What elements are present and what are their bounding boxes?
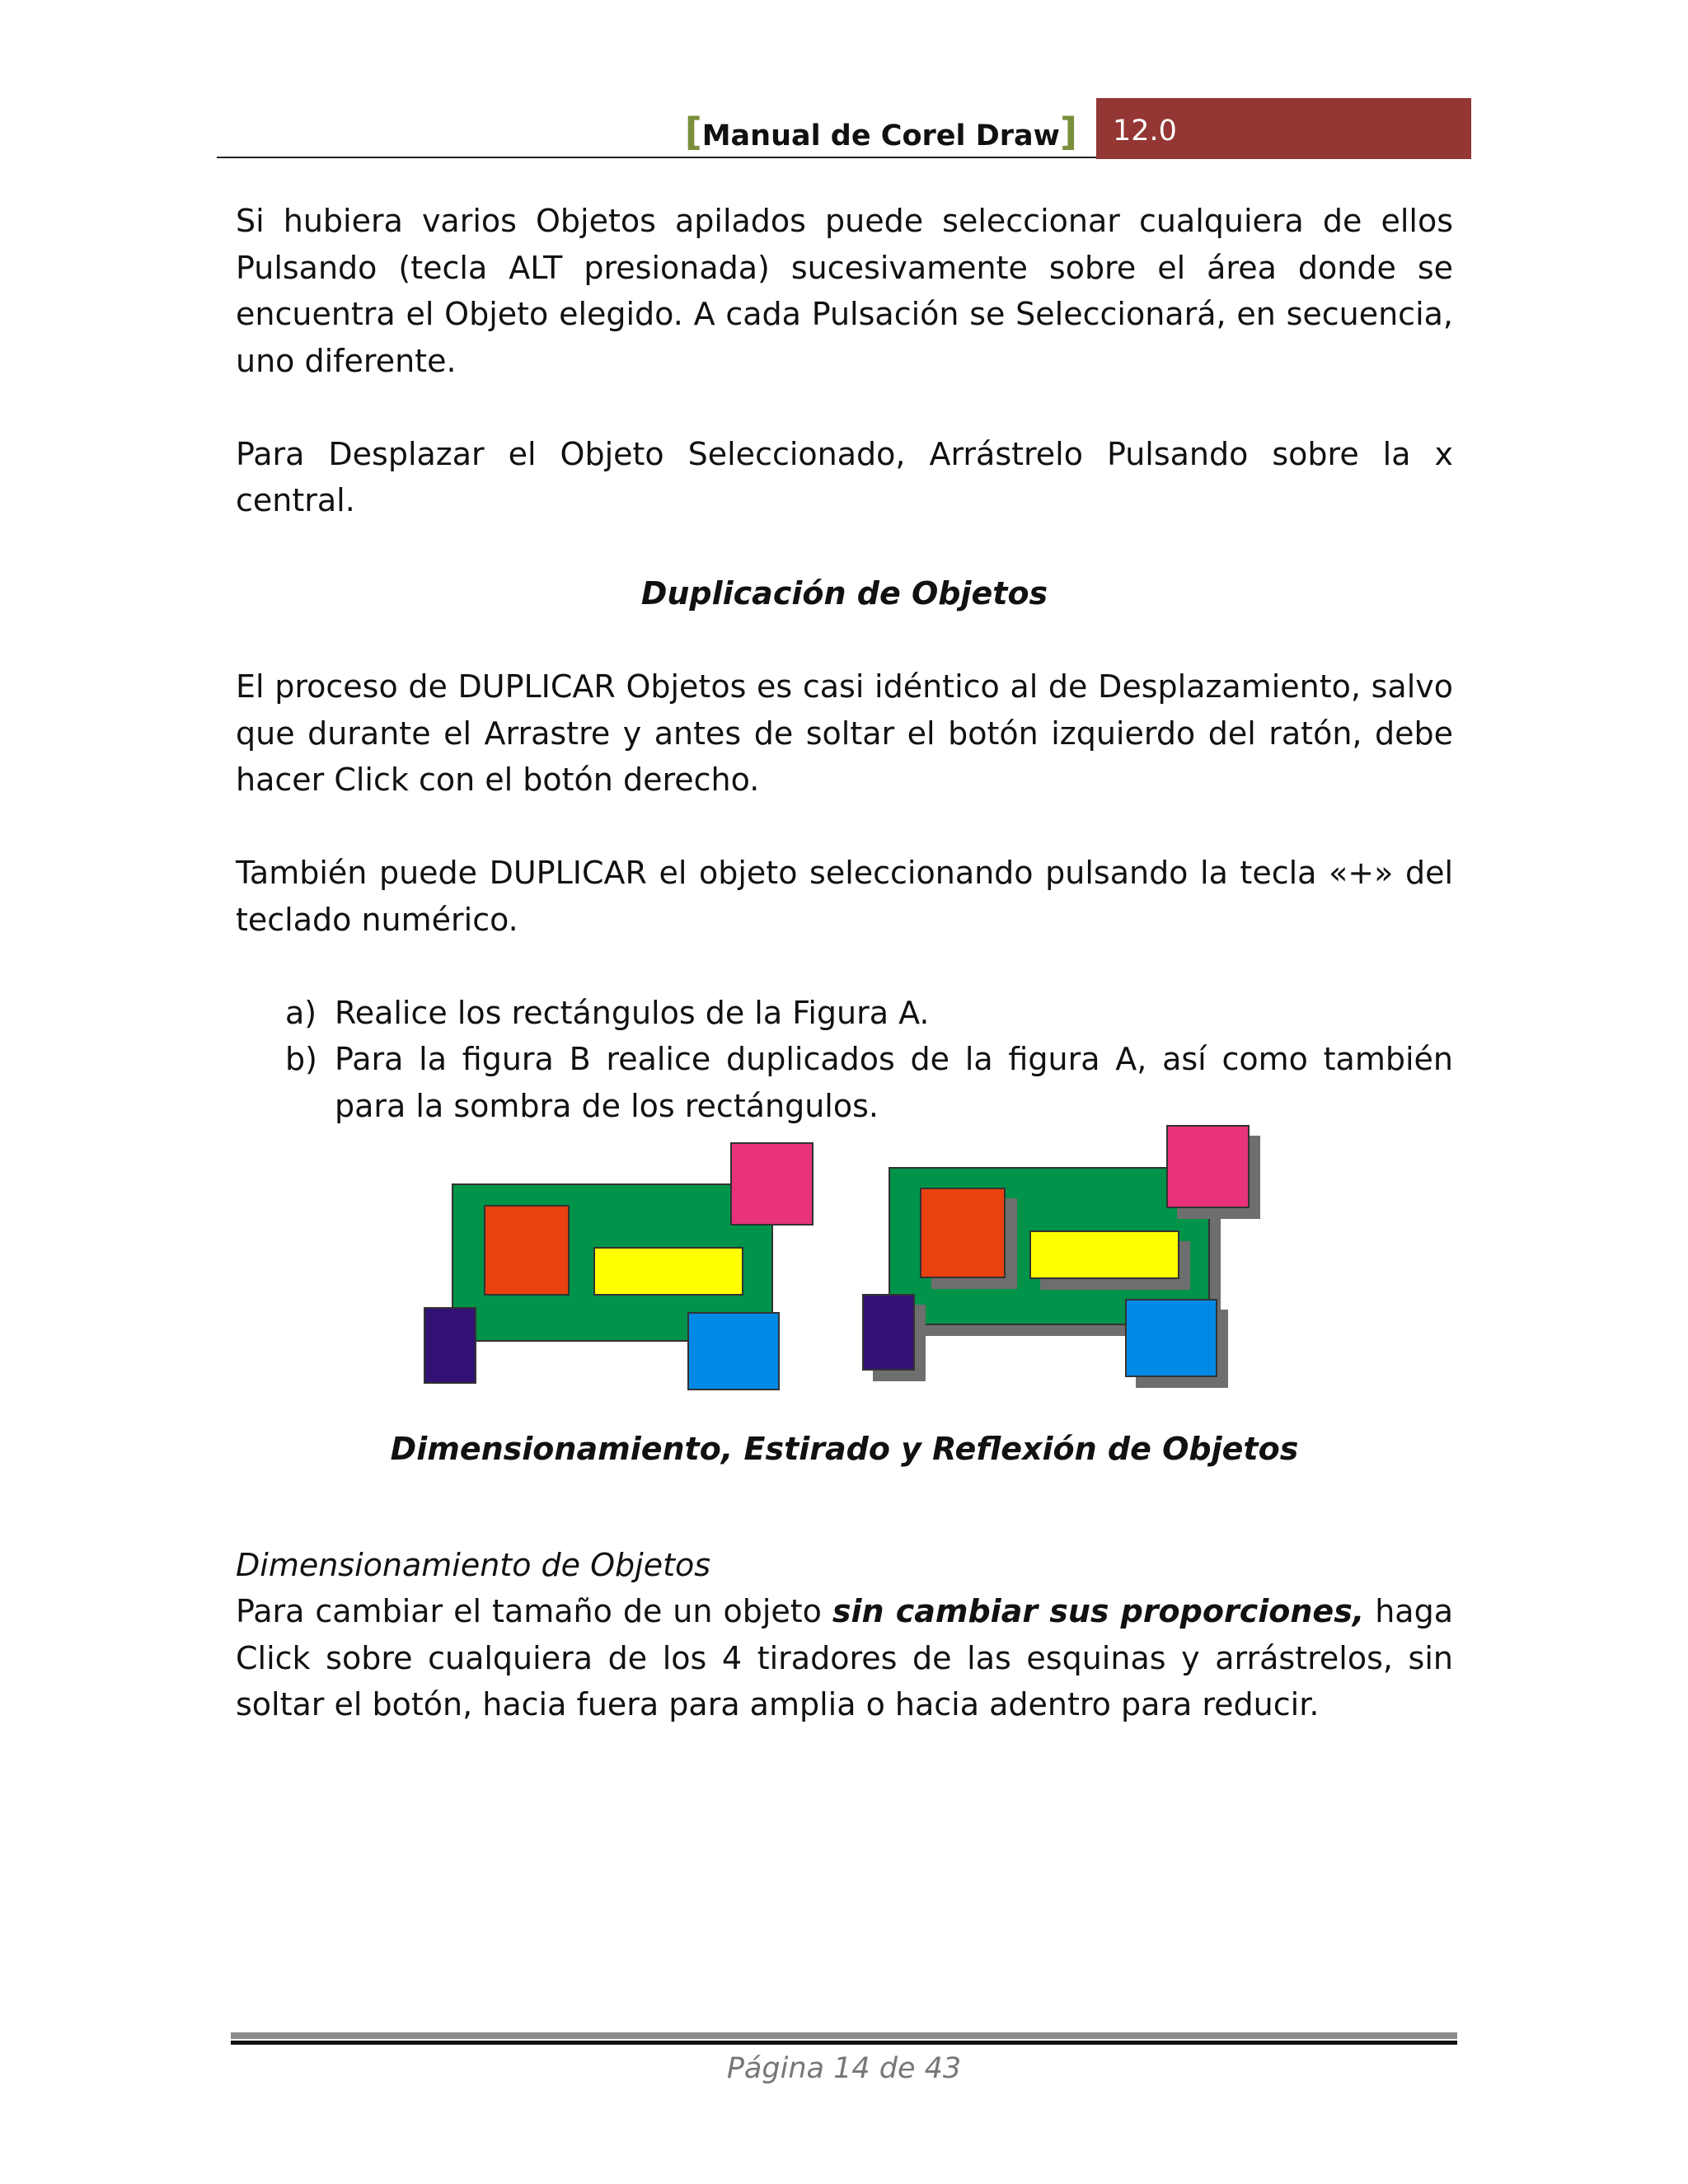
heading-duplication: Duplicación de Objetos [640, 575, 1048, 612]
heading-dimensioning: Dimensionamiento, Estirado y Reflexión de Objetos [390, 1431, 1299, 1467]
list-item-text: Realice los rectángulos de la Figura A. [335, 994, 930, 1031]
list-marker: b) [285, 1041, 317, 1077]
paragraph-duplicate-key: También puede DUPLICAR el objeto seleccionando pulsando la tecla «+» del teclado numérico. [236, 855, 1453, 938]
page-content [236, 198, 1453, 1728]
resize-emphasis: sin cambiar sus proporciones, [832, 1593, 1365, 1629]
bracket-close: ] [1059, 110, 1077, 154]
list-marker: a) [285, 994, 317, 1031]
version-badge: 12.0 [1096, 98, 1471, 159]
resize-text-end: haga Click sobre cualquiera de los 4 tiradores de las esquinas y arrástrelos, sin soltar el botón, hacia fuera para amplia o hacia adentro para reducir. [236, 1593, 1453, 1722]
document-header-title [217, 107, 1077, 157]
list-item [236, 990, 1453, 1037]
page-number: Página 14 de 43 [726, 2052, 962, 2085]
paragraph-resize [236, 1588, 1453, 1728]
list-item-text: Para la figura B realice duplicados de la figura A, así como también para la sombra de los rectángulos. [335, 1041, 1453, 1124]
paragraph-duplicate-process: El proceso de DUPLICAR Objetos es casi idéntico al de Desplazamiento, salvo que durante el Arrastre y antes de soltar el botón izquierdo del ratón, debe hacer Click con el botón derecho. [236, 668, 1453, 798]
list-item [236, 1036, 1453, 1129]
bracket-open: [ [684, 110, 702, 154]
subheading-dimensioning: Dimensionamiento de Objetos [236, 1546, 711, 1583]
instruction-list [236, 990, 1453, 1130]
footer-divider-gray [231, 2032, 1457, 2039]
manual-title: Manual de Corel Draw [701, 120, 1060, 152]
footer-divider-black [231, 2041, 1457, 2045]
paragraph-move-object: Para Desplazar el Objeto Seleccionado, Arrástrelo Pulsando sobre la x central. [236, 435, 1453, 518]
resize-text-start: Para cambiar el tamaño de un objeto [236, 1593, 832, 1629]
header-divider [217, 157, 1096, 158]
paragraph-stacked-objects: Si hubiera varios Objetos apilados puede seleccionar cualquiera de ellos Pulsando (tecla ALT presionada) sucesivamente sobre el área donde se encuentra el Objeto elegido. A cada Pulsación se Seleccionará, en secuencia, uno diferente. [236, 203, 1453, 379]
